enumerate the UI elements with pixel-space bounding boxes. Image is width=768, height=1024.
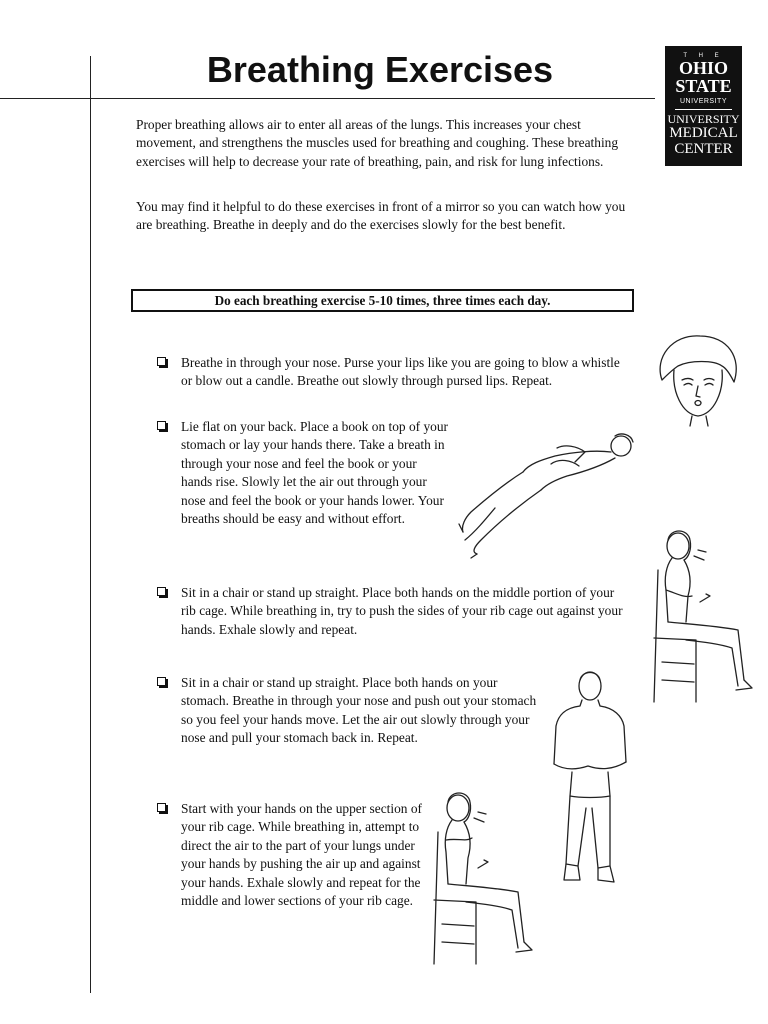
- exercise-text-4: Sit in a chair or stand up straight. Place both hands on your stomach. Breathe in through your nose and push out your stomach so you feel your hands move. Let the air out slowly through your nose and pull your stomach back in. Repeat.: [181, 675, 537, 746]
- lying-on-back-illustration: [455, 428, 640, 558]
- logo-divider: [675, 109, 732, 110]
- margin-vertical-rule: [90, 56, 91, 993]
- page-title: Breathing Exercises: [206, 49, 554, 90]
- exercise-text-1: Breathe in through your nose. Purse your lips like you are going to blow a whistle or blow out a candle. Breathe out slowly through pursed lips. Repeat.: [181, 355, 620, 389]
- logo-the: T H E: [683, 53, 724, 59]
- seated-rib-cage-breathing-illustration: [648, 530, 752, 705]
- logo-state: STATE: [675, 76, 732, 96]
- standing-stomach-breathing-illustration: [550, 668, 628, 884]
- checkbox-icon: [157, 803, 166, 812]
- logo-center: CENTER: [674, 141, 733, 157]
- seated-upper-rib-cage-illustration: [428, 792, 532, 967]
- intro-paragraph-1: Proper breathing allows air to enter all areas of the lungs. This increases your chest movement, and strengthens the muscles used for breathing and coughing. These breathing exercises will help to decrease your rate of breathing, pain, and risk for lung infections.: [136, 117, 619, 169]
- checkbox-icon: [157, 587, 166, 596]
- exercise-text-2: Lie flat on your back. Place a book on top of your stomach or lay your hands there. Take a breath in through your nose and feel the book or your hands rise. Slowly let the air out through your nose and feel the book or your hands lower. Your breaths should be easy and without effort.: [181, 419, 448, 527]
- checkbox-icon: [157, 421, 166, 430]
- exercise-text-3: Sit in a chair or stand up straight. Place both hands on the middle portion of your rib cage. While breathing in, try to push the sides of your rib cage out against your hands. Exhale slowly and repeat.: [181, 585, 623, 637]
- logo-university-small: UNIVERSITY: [679, 98, 727, 105]
- osu-medical-center-logo: [665, 46, 742, 166]
- logo-ohio: OHIO: [678, 58, 728, 78]
- frequency-callout-box: Do each breathing exercise 5-10 times, three times each day.: [131, 289, 634, 312]
- logo-medical: MEDICAL: [669, 125, 738, 141]
- header-horizontal-rule: [0, 98, 655, 99]
- checkbox-icon: [157, 357, 166, 366]
- exercise-text-5: Start with your hands on the upper section of your rib cage. While breathing in, attempt to direct the air to the part of your lungs under your hands by pushing the air up and against your hands. Exhale slowly and repeat for the middle and lower sections of your rib cage.: [181, 801, 422, 909]
- logo-university: UNIVERSITY: [667, 112, 740, 126]
- intro-paragraph-2: You may find it helpful to do these exercises in front of a mirror so you can watch how you are breathing. Breathe in deeply and do the exercises slowly for the best benefit.: [136, 199, 626, 233]
- checkbox-icon: [157, 677, 166, 686]
- pursed-lips-face-illustration: [650, 330, 746, 426]
